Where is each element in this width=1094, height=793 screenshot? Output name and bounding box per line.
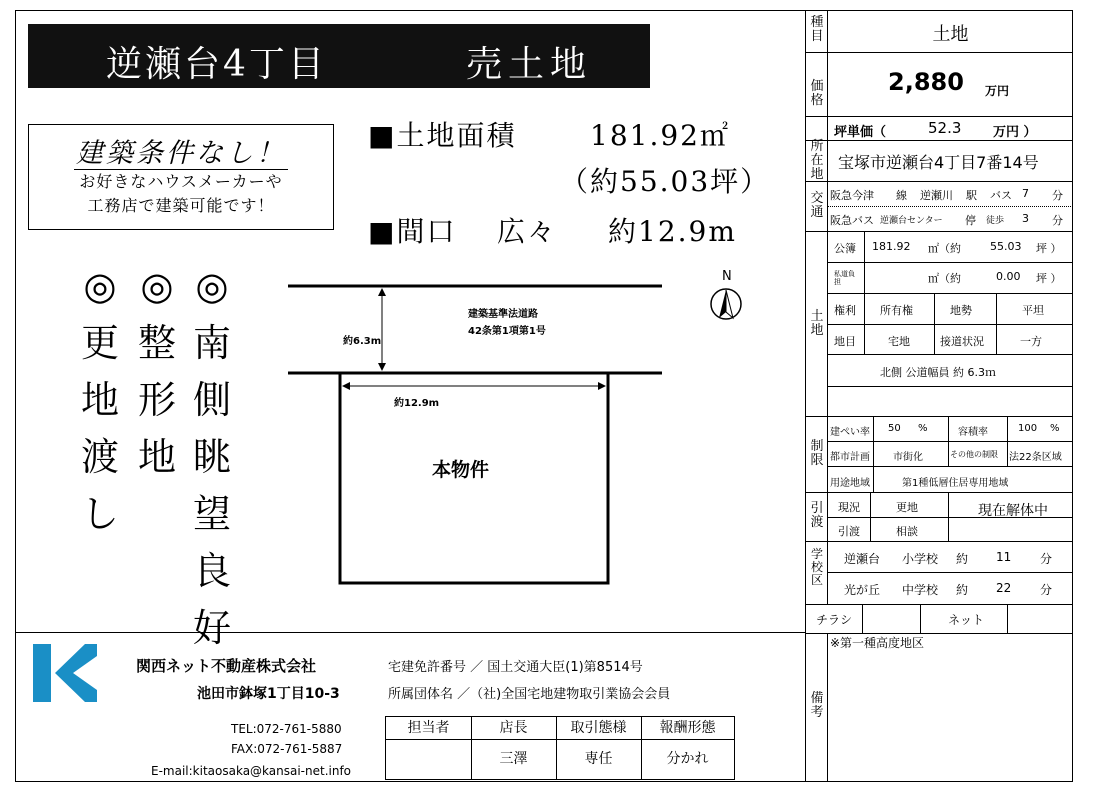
license-number: 宅建免許番号 ／ 国土交通大臣(1)第8514号 [388,660,643,675]
title-bar [28,24,650,88]
price-label: 価格 [810,79,824,108]
road-label-2: 42条第1項第1号 [468,326,546,337]
area-value: 181.92㎡ [590,119,730,152]
tsubo-price-value: 52.3 [928,119,962,137]
company-email: E-mail:kitaosaka@kansai-net.info [151,764,352,778]
net-label: ネット [948,613,985,627]
handover-label: 引渡 [810,501,824,530]
restrict-label: 制限 [810,439,824,468]
location-value: 宝塚市逆瀬台4丁目7番14号 [838,153,1039,172]
frontage-word: 広々 [497,215,558,248]
staff-table: 担当者 店長 取引態様 報酬形態 三澤 専任 分かれ [385,716,735,780]
frontage-map-label: 約12.9m [394,398,440,409]
building-condition-box [28,124,334,230]
feature-column-1: ◎ 更 地 渡 し [80,264,119,536]
road-label-1: 建築基準法道路 [468,309,538,320]
road-detail: 北側 公道幅員 約 6.3ｍ [880,366,996,379]
title-type: 売土地 [466,44,593,85]
location-label: 所在地 [810,139,824,182]
north-label: N [722,269,732,284]
condition-line-1: お好きなハウスメーカーや [79,172,283,191]
area-tsubo: （約55.03坪） [560,165,771,198]
kind-label: 種目 [810,15,824,44]
title-location: 逆瀬台4丁目 [106,44,327,85]
remarks-label: 備考 [810,691,824,720]
condition-title: 建築条件なし！ [76,138,286,169]
price-unit: 万円 [985,84,1010,98]
association: 所属団体名 ／（社)全国宅地建物取引業協会会員 [388,687,671,702]
feature-column-2: ◎ 整 形 地 [137,264,176,479]
tsubo-price-label: 坪単価（ [834,125,887,140]
school-label: 学校区 [810,547,823,587]
traffic-label: 交通 [810,191,824,220]
frontage-label: ■間口 [368,215,457,248]
company-logo-icon [33,644,97,704]
land-label: 土地 [810,309,824,338]
company-tel: TEL:072-761-5880 [231,722,342,736]
remarks-value: ※第一種高度地区 [830,636,925,650]
condition-line-2: 工務店で建築可能です！ [87,196,275,215]
company-name: 関西ネット不動産株式会社 [136,657,317,675]
frontage-value: 約12.9m [608,215,737,248]
area-label: ■土地面積 [368,119,517,152]
tsubo-price-unit: 万円 ） [993,125,1037,140]
company-address: 池田市鉢塚1丁目10-3 [197,686,340,702]
road-width-label: 約6.3m [343,336,382,347]
kind-value: 土地 [932,24,969,45]
flyer-label: チラシ [816,613,853,627]
price-value: 2,880 [888,68,964,96]
feature-column-3: ◎ 南 側 眺 望 良 好 [192,264,231,650]
property-label: 本物件 [432,459,490,481]
company-fax: FAX:072-761-5887 [231,742,343,756]
